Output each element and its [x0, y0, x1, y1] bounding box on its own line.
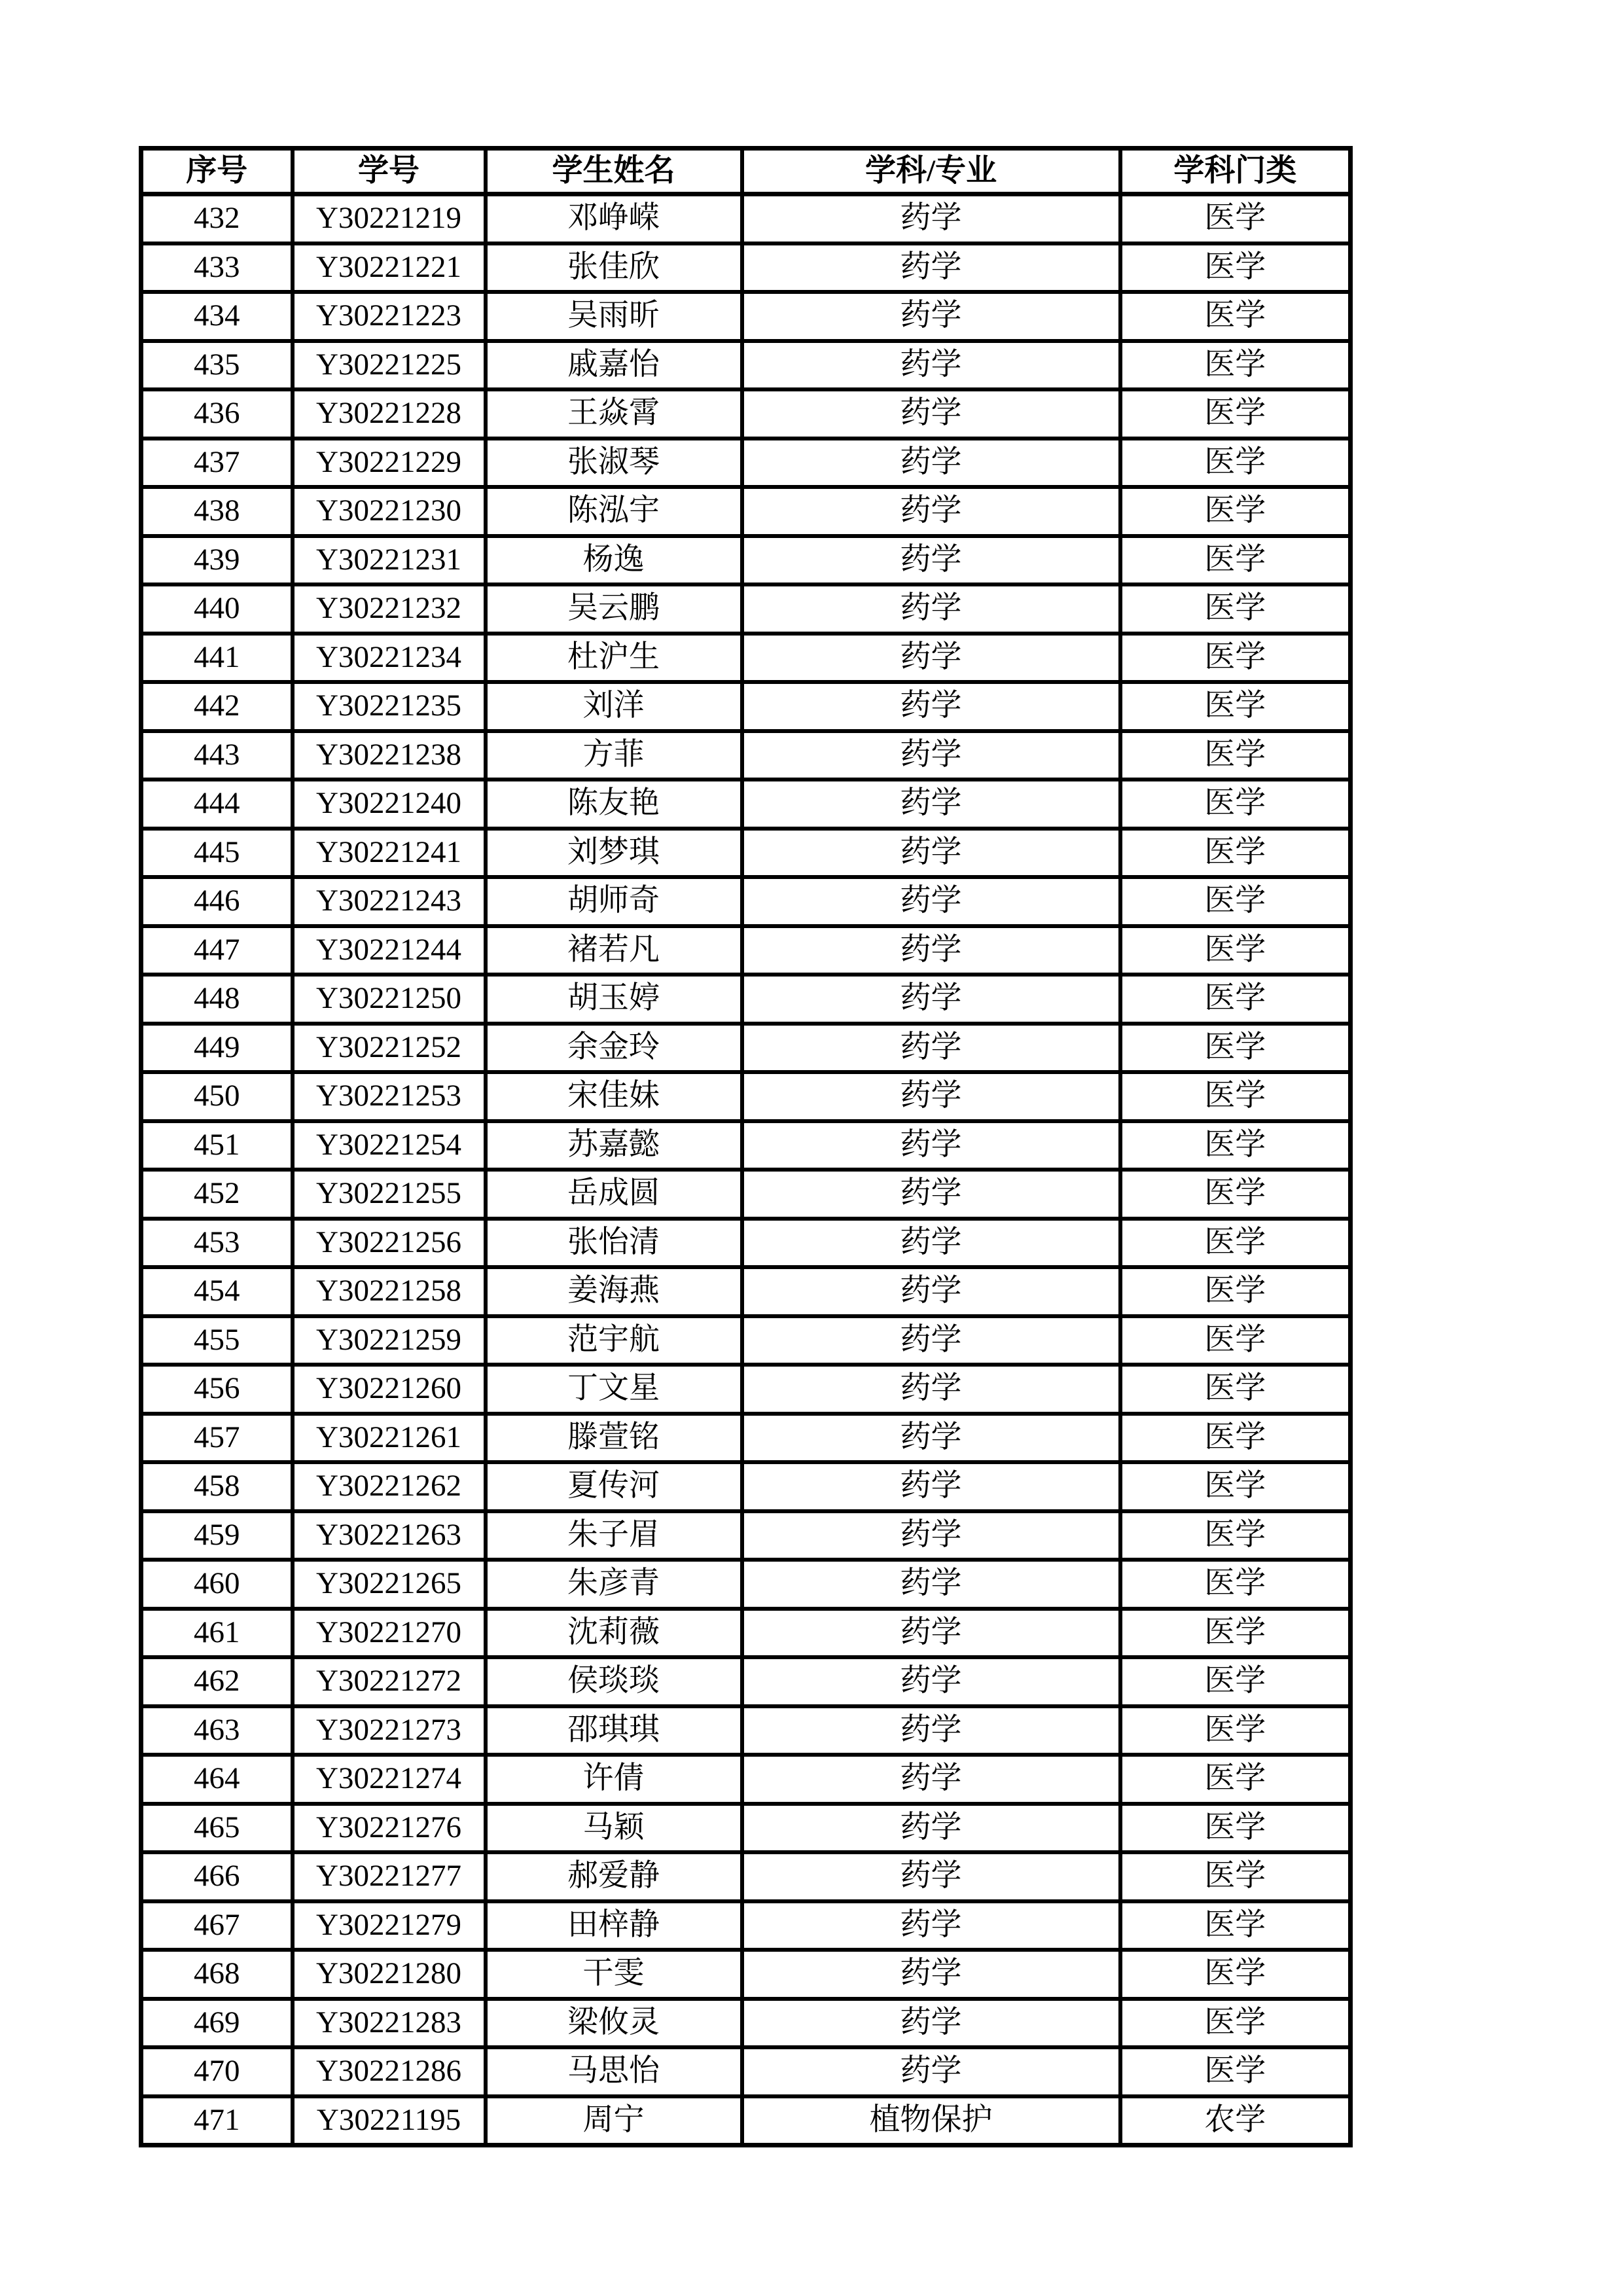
cell-discipline-category: 农学 — [1120, 2096, 1351, 2145]
cell-serial-number: 434 — [141, 292, 293, 341]
table-row — [141, 877, 1351, 926]
cell-serial-number: 464 — [141, 1755, 293, 1804]
cell-student-name: 吴云鹏 — [486, 584, 742, 634]
table-row — [141, 1219, 1351, 1268]
cell-discipline-category: 医学 — [1120, 341, 1351, 390]
cell-student-name: 张佳欣 — [486, 243, 742, 293]
cell-student-id: Y30221250 — [293, 975, 486, 1024]
cell-student-name: 范宇航 — [486, 1316, 742, 1365]
cell-major: 药学 — [742, 780, 1120, 829]
cell-student-name: 刘洋 — [486, 682, 742, 731]
table-row — [141, 243, 1351, 293]
cell-discipline-category: 医学 — [1120, 389, 1351, 439]
cell-discipline-category: 医学 — [1120, 877, 1351, 926]
cell-discipline-category: 医学 — [1120, 243, 1351, 293]
cell-student-id: Y30221258 — [293, 1267, 486, 1316]
header-discipline-category: 学科门类 — [1120, 149, 1351, 194]
cell-serial-number: 455 — [141, 1316, 293, 1365]
cell-major: 药学 — [742, 341, 1120, 390]
cell-discipline-category: 医学 — [1120, 1706, 1351, 1755]
cell-major: 药学 — [742, 292, 1120, 341]
cell-major: 药学 — [742, 1170, 1120, 1219]
cell-serial-number: 471 — [141, 2096, 293, 2145]
header-serial-number: 序号 — [141, 149, 293, 194]
cell-discipline-category: 医学 — [1120, 1365, 1351, 1414]
cell-major: 药学 — [742, 584, 1120, 634]
cell-serial-number: 432 — [141, 194, 293, 243]
cell-major: 药学 — [742, 731, 1120, 780]
cell-student-name: 丁文星 — [486, 1365, 742, 1414]
header-student-name: 学生姓名 — [486, 149, 742, 194]
cell-discipline-category: 医学 — [1120, 2047, 1351, 2096]
cell-student-name: 侯琰琰 — [486, 1657, 742, 1706]
cell-major: 药学 — [742, 1560, 1120, 1609]
table-row — [141, 1121, 1351, 1170]
cell-student-name: 胡师奇 — [486, 877, 742, 926]
cell-major: 药学 — [742, 1365, 1120, 1414]
cell-student-id: Y30221221 — [293, 243, 486, 293]
cell-serial-number: 465 — [141, 1804, 293, 1853]
cell-student-name: 张怡清 — [486, 1219, 742, 1268]
cell-student-id: Y30221277 — [293, 1852, 486, 1901]
table-row — [141, 1901, 1351, 1950]
cell-major: 药学 — [742, 439, 1120, 488]
cell-student-id: Y30221256 — [293, 1219, 486, 1268]
cell-serial-number: 453 — [141, 1219, 293, 1268]
cell-serial-number: 451 — [141, 1121, 293, 1170]
cell-discipline-category: 医学 — [1120, 1462, 1351, 1511]
cell-student-id: Y30221243 — [293, 877, 486, 926]
cell-student-id: Y30221195 — [293, 2096, 486, 2145]
cell-student-name: 王焱霄 — [486, 389, 742, 439]
cell-student-name: 姜海燕 — [486, 1267, 742, 1316]
cell-student-id: Y30221234 — [293, 634, 486, 683]
cell-serial-number: 466 — [141, 1852, 293, 1901]
cell-student-id: Y30221230 — [293, 487, 486, 536]
cell-major: 药学 — [742, 1024, 1120, 1073]
table-row — [141, 780, 1351, 829]
table-row — [141, 1462, 1351, 1511]
table-row — [141, 731, 1351, 780]
cell-student-id: Y30221260 — [293, 1365, 486, 1414]
cell-discipline-category: 医学 — [1120, 292, 1351, 341]
cell-serial-number: 435 — [141, 341, 293, 390]
table-row — [141, 682, 1351, 731]
table-row — [141, 634, 1351, 683]
cell-discipline-category: 医学 — [1120, 1852, 1351, 1901]
cell-student-id: Y30221225 — [293, 341, 486, 390]
cell-student-id: Y30221265 — [293, 1560, 486, 1609]
table-row — [141, 1024, 1351, 1073]
cell-student-id: Y30221273 — [293, 1706, 486, 1755]
table-row — [141, 487, 1351, 536]
cell-major: 药学 — [742, 389, 1120, 439]
cell-student-name: 褚若凡 — [486, 926, 742, 975]
cell-serial-number: 463 — [141, 1706, 293, 1755]
table-row — [141, 1706, 1351, 1755]
table-row — [141, 1609, 1351, 1658]
cell-major: 药学 — [742, 1950, 1120, 1999]
cell-major: 药学 — [742, 1657, 1120, 1706]
cell-discipline-category: 医学 — [1120, 439, 1351, 488]
cell-major: 药学 — [742, 926, 1120, 975]
cell-serial-number: 439 — [141, 536, 293, 585]
table-row — [141, 1852, 1351, 1901]
table-header-row — [141, 149, 1351, 194]
cell-student-name: 滕萱铭 — [486, 1414, 742, 1463]
cell-student-id: Y30221259 — [293, 1316, 486, 1365]
cell-student-id: Y30221235 — [293, 682, 486, 731]
cell-serial-number: 458 — [141, 1462, 293, 1511]
header-student-id: 学号 — [293, 149, 486, 194]
cell-serial-number: 449 — [141, 1024, 293, 1073]
student-roster-table — [139, 146, 1353, 2147]
cell-major: 药学 — [742, 1072, 1120, 1121]
cell-discipline-category: 医学 — [1120, 584, 1351, 634]
cell-student-id: Y30221255 — [293, 1170, 486, 1219]
cell-student-id: Y30221280 — [293, 1950, 486, 1999]
cell-student-id: Y30221231 — [293, 536, 486, 585]
cell-student-name: 许倩 — [486, 1755, 742, 1804]
table-row — [141, 1170, 1351, 1219]
cell-student-id: Y30221272 — [293, 1657, 486, 1706]
cell-student-name: 方菲 — [486, 731, 742, 780]
cell-serial-number: 452 — [141, 1170, 293, 1219]
cell-student-id: Y30221263 — [293, 1511, 486, 1560]
cell-serial-number: 468 — [141, 1950, 293, 1999]
cell-serial-number: 437 — [141, 439, 293, 488]
table-row — [141, 926, 1351, 975]
table-row — [141, 1804, 1351, 1853]
cell-serial-number: 433 — [141, 243, 293, 293]
cell-major: 药学 — [742, 682, 1120, 731]
cell-discipline-category: 医学 — [1120, 634, 1351, 683]
cell-student-name: 周宁 — [486, 2096, 742, 2145]
cell-major: 药学 — [742, 1755, 1120, 1804]
cell-serial-number: 456 — [141, 1365, 293, 1414]
table-row — [141, 1755, 1351, 1804]
table-row — [141, 1365, 1351, 1414]
table-row — [141, 292, 1351, 341]
table-row — [141, 1414, 1351, 1463]
cell-discipline-category: 医学 — [1120, 1267, 1351, 1316]
cell-major: 药学 — [742, 1462, 1120, 1511]
cell-serial-number: 447 — [141, 926, 293, 975]
header-major: 学科/专业 — [742, 149, 1120, 194]
cell-discipline-category: 医学 — [1120, 682, 1351, 731]
cell-major: 药学 — [742, 1609, 1120, 1658]
cell-student-name: 陈友艳 — [486, 780, 742, 829]
cell-student-id: Y30221232 — [293, 584, 486, 634]
cell-serial-number: 469 — [141, 1999, 293, 2048]
cell-student-id: Y30221253 — [293, 1072, 486, 1121]
table-row — [141, 1657, 1351, 1706]
cell-discipline-category: 医学 — [1120, 1072, 1351, 1121]
cell-major: 药学 — [742, 1706, 1120, 1755]
cell-discipline-category: 医学 — [1120, 1511, 1351, 1560]
cell-serial-number: 462 — [141, 1657, 293, 1706]
cell-student-name: 杜沪生 — [486, 634, 742, 683]
cell-student-name: 苏嘉懿 — [486, 1121, 742, 1170]
cell-major: 植物保护 — [742, 2096, 1120, 2145]
cell-major: 药学 — [742, 1121, 1120, 1170]
cell-serial-number: 441 — [141, 634, 293, 683]
cell-discipline-category: 医学 — [1120, 536, 1351, 585]
cell-major: 药学 — [742, 1316, 1120, 1365]
cell-student-name: 郝爱静 — [486, 1852, 742, 1901]
cell-student-id: Y30221241 — [293, 829, 486, 878]
cell-student-name: 余金玲 — [486, 1024, 742, 1073]
cell-serial-number: 446 — [141, 877, 293, 926]
cell-student-name: 杨逸 — [486, 536, 742, 585]
cell-student-name: 邓峥嵘 — [486, 194, 742, 243]
table-row — [141, 2047, 1351, 2096]
cell-student-id: Y30221270 — [293, 1609, 486, 1658]
cell-discipline-category: 医学 — [1120, 780, 1351, 829]
table-row — [141, 536, 1351, 585]
cell-student-name: 邵琪琪 — [486, 1706, 742, 1755]
cell-student-id: Y30221252 — [293, 1024, 486, 1073]
cell-student-name: 刘梦琪 — [486, 829, 742, 878]
cell-serial-number: 448 — [141, 975, 293, 1024]
table-row — [141, 341, 1351, 390]
table-row — [141, 389, 1351, 439]
cell-major: 药学 — [742, 487, 1120, 536]
table-row — [141, 1316, 1351, 1365]
cell-serial-number: 436 — [141, 389, 293, 439]
cell-discipline-category: 医学 — [1120, 1950, 1351, 1999]
cell-student-id: Y30221219 — [293, 194, 486, 243]
cell-student-id: Y30221279 — [293, 1901, 486, 1950]
cell-serial-number: 460 — [141, 1560, 293, 1609]
cell-student-name: 沈莉薇 — [486, 1609, 742, 1658]
cell-discipline-category: 医学 — [1120, 1170, 1351, 1219]
cell-serial-number: 438 — [141, 487, 293, 536]
cell-student-id: Y30221244 — [293, 926, 486, 975]
cell-serial-number: 443 — [141, 731, 293, 780]
cell-student-name: 戚嘉怡 — [486, 341, 742, 390]
cell-discipline-category: 医学 — [1120, 1121, 1351, 1170]
cell-student-id: Y30221276 — [293, 1804, 486, 1853]
cell-student-name: 田梓静 — [486, 1901, 742, 1950]
cell-discipline-category: 医学 — [1120, 926, 1351, 975]
cell-major: 药学 — [742, 1804, 1120, 1853]
cell-major: 药学 — [742, 194, 1120, 243]
cell-discipline-category: 医学 — [1120, 1657, 1351, 1706]
cell-student-id: Y30221262 — [293, 1462, 486, 1511]
cell-major: 药学 — [742, 243, 1120, 293]
cell-student-id: Y30221261 — [293, 1414, 486, 1463]
table-body — [141, 194, 1351, 2145]
cell-discipline-category: 医学 — [1120, 1560, 1351, 1609]
table-row — [141, 194, 1351, 243]
cell-major: 药学 — [742, 975, 1120, 1024]
cell-discipline-category: 医学 — [1120, 1804, 1351, 1853]
cell-serial-number: 444 — [141, 780, 293, 829]
cell-discipline-category: 医学 — [1120, 1219, 1351, 1268]
cell-discipline-category: 医学 — [1120, 1999, 1351, 2048]
cell-serial-number: 450 — [141, 1072, 293, 1121]
cell-major: 药学 — [742, 1219, 1120, 1268]
cell-major: 药学 — [742, 877, 1120, 926]
cell-serial-number: 457 — [141, 1414, 293, 1463]
cell-discipline-category: 医学 — [1120, 1316, 1351, 1365]
cell-student-name: 梁攸灵 — [486, 1999, 742, 2048]
cell-discipline-category: 医学 — [1120, 731, 1351, 780]
cell-student-id: Y30221240 — [293, 780, 486, 829]
table-row — [141, 1267, 1351, 1316]
cell-student-name: 宋佳妹 — [486, 1072, 742, 1121]
cell-student-id: Y30221229 — [293, 439, 486, 488]
cell-student-id: Y30221228 — [293, 389, 486, 439]
cell-discipline-category: 医学 — [1120, 829, 1351, 878]
cell-serial-number: 461 — [141, 1609, 293, 1658]
cell-student-name: 马颖 — [486, 1804, 742, 1853]
table-row — [141, 829, 1351, 878]
cell-serial-number: 440 — [141, 584, 293, 634]
cell-major: 药学 — [742, 1999, 1120, 2048]
table-row — [141, 1999, 1351, 2048]
cell-student-id: Y30221286 — [293, 2047, 486, 2096]
cell-serial-number: 459 — [141, 1511, 293, 1560]
cell-discipline-category: 医学 — [1120, 1414, 1351, 1463]
cell-discipline-category: 医学 — [1120, 194, 1351, 243]
cell-serial-number: 445 — [141, 829, 293, 878]
table-row — [141, 439, 1351, 488]
cell-student-name: 胡玉婷 — [486, 975, 742, 1024]
cell-student-name: 吴雨昕 — [486, 292, 742, 341]
table-row — [141, 1560, 1351, 1609]
cell-student-name: 夏传河 — [486, 1462, 742, 1511]
cell-student-name: 朱子眉 — [486, 1511, 742, 1560]
cell-serial-number: 467 — [141, 1901, 293, 1950]
cell-student-name: 马思怡 — [486, 2047, 742, 2096]
cell-discipline-category: 医学 — [1120, 1755, 1351, 1804]
cell-student-name: 岳成圆 — [486, 1170, 742, 1219]
cell-major: 药学 — [742, 634, 1120, 683]
cell-serial-number: 442 — [141, 682, 293, 731]
cell-student-id: Y30221254 — [293, 1121, 486, 1170]
cell-major: 药学 — [742, 1267, 1120, 1316]
cell-discipline-category: 医学 — [1120, 487, 1351, 536]
cell-student-id: Y30221274 — [293, 1755, 486, 1804]
table-row — [141, 1072, 1351, 1121]
cell-serial-number: 470 — [141, 2047, 293, 2096]
table-row — [141, 975, 1351, 1024]
cell-discipline-category: 医学 — [1120, 1609, 1351, 1658]
cell-student-name: 张淑琴 — [486, 439, 742, 488]
cell-discipline-category: 医学 — [1120, 1024, 1351, 1073]
cell-student-name: 干雯 — [486, 1950, 742, 1999]
table-row — [141, 1950, 1351, 1999]
table-row — [141, 1511, 1351, 1560]
cell-major: 药学 — [742, 2047, 1120, 2096]
cell-student-id: Y30221283 — [293, 1999, 486, 2048]
cell-major: 药学 — [742, 829, 1120, 878]
cell-student-id: Y30221238 — [293, 731, 486, 780]
cell-major: 药学 — [742, 1852, 1120, 1901]
cell-student-name: 朱彦青 — [486, 1560, 742, 1609]
cell-discipline-category: 医学 — [1120, 975, 1351, 1024]
cell-discipline-category: 医学 — [1120, 1901, 1351, 1950]
cell-major: 药学 — [742, 1414, 1120, 1463]
cell-major: 药学 — [742, 1511, 1120, 1560]
cell-major: 药学 — [742, 536, 1120, 585]
cell-serial-number: 454 — [141, 1267, 293, 1316]
cell-student-id: Y30221223 — [293, 292, 486, 341]
cell-major: 药学 — [742, 1901, 1120, 1950]
table-row — [141, 2096, 1351, 2145]
cell-student-name: 陈泓宇 — [486, 487, 742, 536]
table-row — [141, 584, 1351, 634]
